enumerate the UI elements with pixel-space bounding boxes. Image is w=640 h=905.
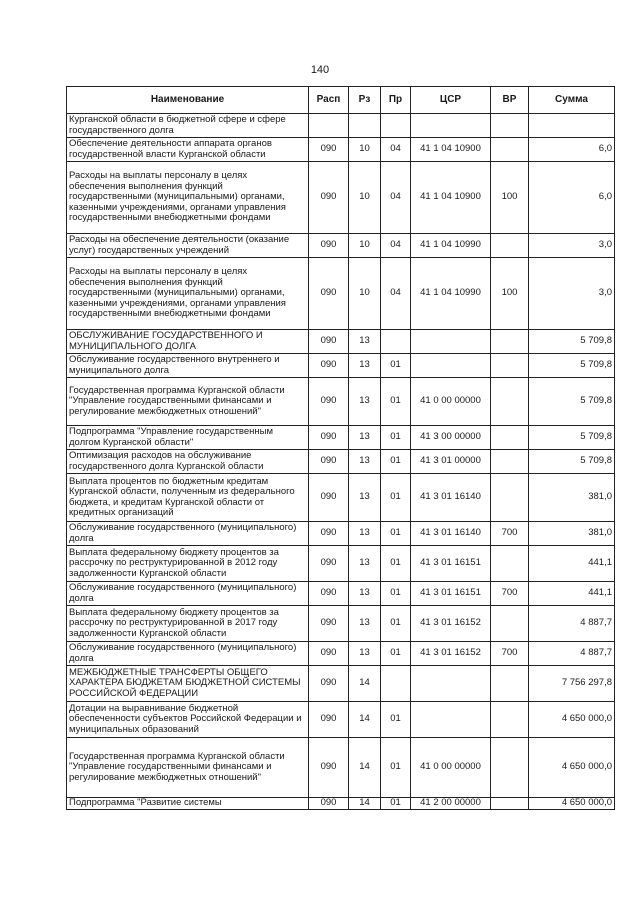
cell-csr [411, 330, 491, 354]
cell-name: МЕЖБЮДЖЕТНЫЕ ТРАНСФЕРТЫ ОБЩЕГО ХАРАКТЕРА БЮДЖЕТАМ БЮДЖЕТНОЙ СИСТЕМЫ РОССИЙСКОЙ ФЕДЕРАЦИИ [67, 666, 309, 702]
cell-rz [349, 114, 381, 138]
cell-pr: 01 [381, 450, 411, 474]
cell-vr [491, 354, 529, 378]
cell-csr: 41 1 04 10900 [411, 138, 491, 162]
cell-vr [491, 114, 529, 138]
cell-rz: 10 [349, 234, 381, 258]
table-row [67, 138, 615, 162]
cell-vr [491, 330, 529, 354]
column-header-pr: Пр [381, 87, 411, 114]
cell-vr [491, 138, 529, 162]
cell-name: Оптимизация расходов на обслуживание государственного долга Курганской области [67, 450, 309, 474]
cell-rasp: 090 [309, 138, 349, 162]
column-header-rasp: Расп [309, 87, 349, 114]
cell-csr: 41 3 01 16140 [411, 474, 491, 522]
cell-rz: 13 [349, 474, 381, 522]
cell-csr: 41 3 01 00000 [411, 450, 491, 474]
cell-csr: 41 3 01 16151 [411, 546, 491, 582]
cell-vr: 700 [491, 642, 529, 666]
cell-sum: 5 709,8 [529, 426, 615, 450]
cell-rz: 13 [349, 606, 381, 642]
column-header-sum: Сумма [529, 87, 615, 114]
cell-sum [529, 114, 615, 138]
cell-name: Выплата процентов по бюджетным кредитам Курганской области, полученным из федерального бюджета, и кредитам Курганской области от кредитных организаций [67, 474, 309, 522]
cell-rz: 13 [349, 522, 381, 546]
cell-rasp: 090 [309, 426, 349, 450]
cell-vr [491, 606, 529, 642]
cell-rasp: 090 [309, 354, 349, 378]
cell-rz: 10 [349, 162, 381, 234]
cell-pr: 01 [381, 354, 411, 378]
cell-rasp: 090 [309, 474, 349, 522]
cell-name: Обслуживание государственного внутреннего и муниципального долга [67, 354, 309, 378]
cell-csr: 41 3 01 16152 [411, 606, 491, 642]
cell-name: Расходы на обеспечение деятельности (оказание услуг) государственных учреждений [67, 234, 309, 258]
cell-pr: 04 [381, 162, 411, 234]
table-row [67, 162, 615, 234]
cell-pr: 01 [381, 798, 411, 810]
cell-rasp: 090 [309, 378, 349, 426]
cell-rasp: 090 [309, 798, 349, 810]
cell-rasp: 090 [309, 330, 349, 354]
cell-rz: 13 [349, 546, 381, 582]
table-row [67, 258, 615, 330]
cell-csr: 41 3 01 16140 [411, 522, 491, 546]
cell-rz: 10 [349, 258, 381, 330]
cell-pr: 01 [381, 738, 411, 798]
cell-rasp: 090 [309, 702, 349, 738]
cell-sum: 7 756 297,8 [529, 666, 615, 702]
cell-rasp [309, 114, 349, 138]
cell-rasp: 090 [309, 258, 349, 330]
cell-sum: 6,0 [529, 162, 615, 234]
cell-pr [381, 330, 411, 354]
cell-csr: 41 1 04 10900 [411, 162, 491, 234]
cell-rz: 13 [349, 330, 381, 354]
cell-pr: 01 [381, 546, 411, 582]
cell-vr: 100 [491, 162, 529, 234]
cell-rz: 13 [349, 450, 381, 474]
cell-pr: 01 [381, 378, 411, 426]
table-row [67, 522, 615, 546]
cell-vr [491, 474, 529, 522]
cell-rz: 14 [349, 798, 381, 810]
cell-name: Государственная программа Курганской области "Управление государственными финансами и регулирование межбюджетных отношений" [67, 378, 309, 426]
column-header-rz: Рз [349, 87, 381, 114]
cell-vr: 100 [491, 258, 529, 330]
table-row [67, 738, 615, 798]
cell-sum: 5 709,8 [529, 330, 615, 354]
cell-name: Расходы на выплаты персоналу в целях обеспечения выполнения функций государственными (муниципальными) органами, казенными учреждениями, органами управления государственными внебюджетными фондами [67, 162, 309, 234]
cell-rasp: 090 [309, 666, 349, 702]
cell-name: Выплата федеральному бюджету процентов за рассрочку по реструктурированной в 2012 году задолженности Курганской области [67, 546, 309, 582]
table-row [67, 798, 615, 810]
cell-sum: 3,0 [529, 258, 615, 330]
cell-name: Обслуживание государственного (муниципального) долга [67, 642, 309, 666]
table-row [67, 114, 615, 138]
cell-sum: 4 887,7 [529, 606, 615, 642]
cell-pr: 01 [381, 702, 411, 738]
cell-pr: 04 [381, 138, 411, 162]
cell-rz: 13 [349, 354, 381, 378]
cell-vr [491, 450, 529, 474]
cell-name: Подпрограмма "Управление государственным долгом Курганской области" [67, 426, 309, 450]
table-row [67, 606, 615, 642]
cell-pr [381, 114, 411, 138]
cell-rasp: 090 [309, 450, 349, 474]
cell-csr [411, 702, 491, 738]
cell-sum: 5 709,8 [529, 450, 615, 474]
cell-name: Обеспечение деятельности аппарата органов государственной власти Курганской области [67, 138, 309, 162]
cell-name: Расходы на выплаты персоналу в целях обеспечения выполнения функций государственными (муниципальными) органами, казенными учреждениями, органами управления государственными внебюджетными фондами [67, 258, 309, 330]
column-header-csr: ЦСР [411, 87, 491, 114]
cell-pr: 01 [381, 582, 411, 606]
cell-name: Курганской области в бюджетной сфере и сфере государственного долга [67, 114, 309, 138]
cell-sum: 6,0 [529, 138, 615, 162]
cell-rasp: 090 [309, 582, 349, 606]
cell-pr: 04 [381, 234, 411, 258]
cell-sum: 4 887,7 [529, 642, 615, 666]
cell-sum: 3,0 [529, 234, 615, 258]
cell-sum: 441,1 [529, 546, 615, 582]
table-row [67, 234, 615, 258]
table-row [67, 546, 615, 582]
cell-vr [491, 546, 529, 582]
table-row [67, 354, 615, 378]
cell-vr [491, 798, 529, 810]
table-row [67, 330, 615, 354]
budget-table [66, 86, 615, 810]
table-row [67, 426, 615, 450]
cell-vr: 700 [491, 522, 529, 546]
cell-vr [491, 426, 529, 450]
cell-sum: 4 650 000,0 [529, 702, 615, 738]
cell-csr: 41 0 00 00000 [411, 378, 491, 426]
cell-pr: 01 [381, 522, 411, 546]
table-row [67, 378, 615, 426]
cell-sum: 5 709,8 [529, 354, 615, 378]
cell-csr [411, 666, 491, 702]
cell-pr: 04 [381, 258, 411, 330]
cell-sum: 381,0 [529, 474, 615, 522]
cell-rz: 14 [349, 702, 381, 738]
table-row [67, 450, 615, 474]
cell-vr [491, 738, 529, 798]
cell-name: Обслуживание государственного (муниципального) долга [67, 582, 309, 606]
cell-csr [411, 114, 491, 138]
cell-pr [381, 666, 411, 702]
cell-rz: 14 [349, 738, 381, 798]
cell-rasp: 090 [309, 642, 349, 666]
cell-csr: 41 3 00 00000 [411, 426, 491, 450]
cell-csr [411, 354, 491, 378]
cell-name: Государственная программа Курганской области "Управление государственными финансами и регулирование межбюджетных отношений" [67, 738, 309, 798]
cell-vr [491, 378, 529, 426]
cell-csr: 41 1 04 10990 [411, 258, 491, 330]
cell-rasp: 090 [309, 738, 349, 798]
page-number: 140 [310, 64, 330, 76]
column-header-name: Наименование [67, 87, 309, 114]
cell-vr [491, 666, 529, 702]
cell-csr: 41 0 00 00000 [411, 738, 491, 798]
cell-pr: 01 [381, 426, 411, 450]
cell-name: Дотации на выравнивание бюджетной обеспеченности субъектов Российской Федерации и муниципальных образований [67, 702, 309, 738]
cell-rz: 13 [349, 582, 381, 606]
table-header-row [67, 87, 615, 114]
cell-rz: 13 [349, 426, 381, 450]
table-row [67, 666, 615, 702]
cell-sum: 4 650 000,0 [529, 798, 615, 810]
cell-sum: 381,0 [529, 522, 615, 546]
cell-csr: 41 3 01 16152 [411, 642, 491, 666]
cell-rasp: 090 [309, 522, 349, 546]
cell-sum: 5 709,8 [529, 378, 615, 426]
cell-vr [491, 234, 529, 258]
table-row [67, 642, 615, 666]
cell-pr: 01 [381, 474, 411, 522]
cell-csr: 41 2 00 00000 [411, 798, 491, 810]
cell-rz: 13 [349, 378, 381, 426]
column-header-vr: ВР [491, 87, 529, 114]
cell-csr: 41 1 04 10990 [411, 234, 491, 258]
cell-name: Выплата федеральному бюджету процентов за рассрочку по реструктурированной в 2017 году задолженности Курганской области [67, 606, 309, 642]
cell-sum: 441,1 [529, 582, 615, 606]
table-row [67, 582, 615, 606]
cell-vr: 700 [491, 582, 529, 606]
table-row [67, 702, 615, 738]
cell-rz: 13 [349, 642, 381, 666]
cell-name: Подпрограмма "Развитие системы [67, 798, 309, 810]
cell-name: Обслуживание государственного (муниципального) долга [67, 522, 309, 546]
cell-rasp: 090 [309, 546, 349, 582]
cell-name: ОБСЛУЖИВАНИЕ ГОСУДАРСТВЕННОГО И МУНИЦИПАЛЬНОГО ДОЛГА [67, 330, 309, 354]
cell-pr: 01 [381, 606, 411, 642]
cell-csr: 41 3 01 16151 [411, 582, 491, 606]
cell-rasp: 090 [309, 606, 349, 642]
cell-vr [491, 702, 529, 738]
cell-rz: 10 [349, 138, 381, 162]
cell-rasp: 090 [309, 162, 349, 234]
table-row [67, 474, 615, 522]
cell-pr: 01 [381, 642, 411, 666]
cell-sum: 4 650 000,0 [529, 738, 615, 798]
cell-rz: 14 [349, 666, 381, 702]
cell-rasp: 090 [309, 234, 349, 258]
